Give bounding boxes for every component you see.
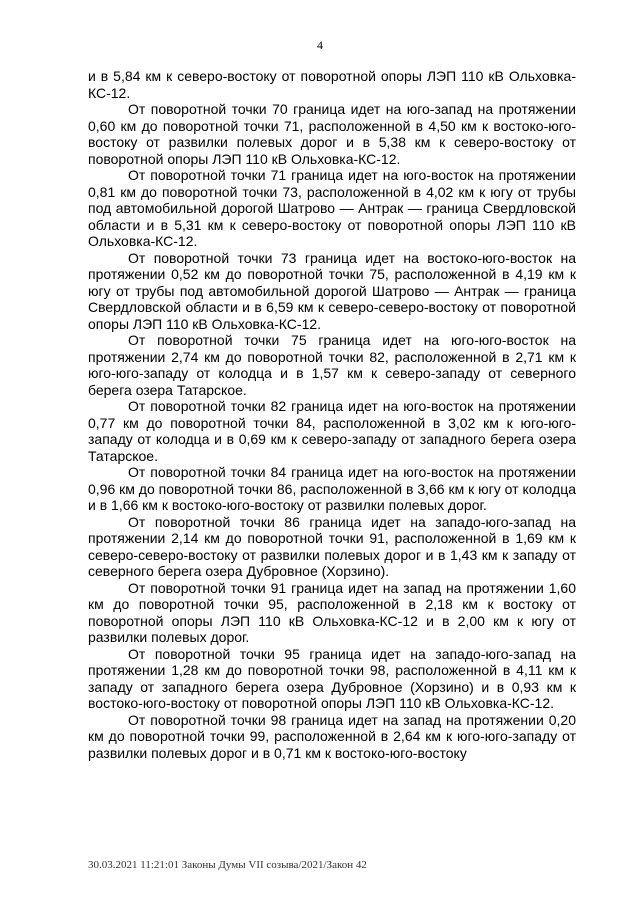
paragraph: От поворотной точки 71 граница идет на юго-восток на протяжении 0,81 км до поворотной точки 73, расположенной в 4,02 км к югу от трубы под автомобильной дорогой Шатрово — Антрак — граница Свердловской области и в 5,31 км к северо-востоку от поворотной опоры ЛЭП 110 кВ Ольховка-КС-12. <box>88 167 576 249</box>
paragraph: От поворотной точки 75 граница идет на юго-юго-восток на протяжении 2,74 км до поворотной точки 82, расположенной в 2,71 км к юго-юго-западу от колодца и в 1,57 км к северо-западу от северного берега озера Татарское. <box>88 332 576 398</box>
paragraph: От поворотной точки 86 граница идет на западо-юго-запад на протяжении 2,14 км до поворотной точки 91, расположенной в 1,69 км к северо-северо-востоку от развилки полевых дорог и в 1,43 км к западу от северного берега озера Дубровное (Хорзино). <box>88 513 576 579</box>
paragraph: От поворотной точки 70 граница идет на юго-запад на протяжении 0,60 км до поворотной точки 71, расположенной в 4,50 км к востоко-юго-востоку от развилки полевых дорог и в 5,38 км к северо-востоку от поворотной опоры ЛЭП 110 кВ Ольховка-КС-12. <box>88 101 576 167</box>
document-body <box>88 68 576 761</box>
page-number: 4 <box>317 38 323 52</box>
paragraph: От поворотной точки 84 граница идет на юго-восток на протяжении 0,96 км до поворотной точки 86, расположенной в 3,66 км к югу от колодца и в 1,66 км к востоко-юго-востоку от развилки полевых дорог. <box>88 464 576 513</box>
paragraph: От поворотной точки 98 граница идет на запад на протяжении 0,20 км до поворотной точки 99, расположенной в 2,64 км к юго-юго-западу от развилки полевых дорог и в 0,71 км к востоко-юго-востоку <box>88 711 576 761</box>
paragraph: От поворотной точки 95 граница идет на западо-юго-запад на протяжении 1,28 км до поворотной точки 98, расположенной в 4,11 км к западу от западного берега озера Дубровное (Хорзино) и в 0,93 км к востоко-юго-востоку от поворотной опоры ЛЭП 110 кВ Ольховка-КС-12. <box>88 645 576 711</box>
document-footer: 30.03.2021 11:21:01 Законы Думы VII созыва/2021/Закон 42 <box>88 859 367 871</box>
paragraph: От поворотной точки 73 граница идет на востоко-юго-восток на протяжении 0,52 км до поворотной точки 75, расположенной в 4,19 км к югу от трубы под автомобильной дорогой Шатрово — Антрак — граница Свердловской области и в 6,59 км к северо-северо-востоку от поворотной опоры ЛЭП 110 кВ Ольховка-КС-12. <box>88 249 576 332</box>
paragraph-continuation: и в 5,84 км к северо-востоку от поворотной опоры ЛЭП 110 кВ Ольховка-КС-12. <box>88 68 576 101</box>
paragraph: От поворотной точки 91 граница идет на запад на протяжении 1,60 км до поворотной точки 95, расположенной в 2,18 км к востоку от поворотной опоры ЛЭП 110 кВ Ольховка-КС-12 и в 2,00 км к югу от развилки полевых дорог. <box>88 579 576 645</box>
paragraph: От поворотной точки 82 граница идет на юго-восток на протяжении 0,77 км до поворотной точки 84, расположенной в 3,02 км к юго-юго-западу от колодца и в 0,69 км к северо-западу от западного берега озера Татарское. <box>88 398 576 464</box>
